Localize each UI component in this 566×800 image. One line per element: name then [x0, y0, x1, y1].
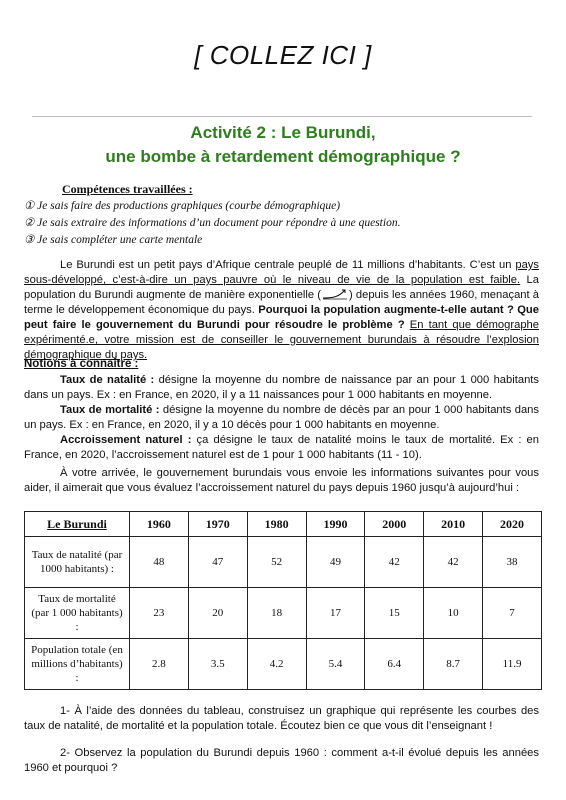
competence-item: ① Je sais faire des productions graphiques (courbe démographique) [24, 200, 341, 212]
burundi-data-table [24, 511, 542, 690]
notion-definition: ça désigne le taux de natalité moins le taux de mortalité. Ex : en France, en 2020, l’accroissement naturel est de 1 pour 1 000 habitants (11 - 10). [24, 434, 539, 461]
table-cell: 20 [188, 588, 247, 639]
competence-item: ③ Je sais compléter une carte mentale [24, 234, 203, 246]
table-header-row [25, 512, 542, 537]
year-header: 2010 [424, 512, 483, 537]
intro-definition: pays sous-développé, c’est-à-dire un pays pauvre où le niveau de vie de la population est faible. [24, 259, 539, 286]
notion-death-rate [24, 403, 539, 433]
notion-birth-rate [24, 373, 539, 403]
table-cell: 2.8 [130, 639, 189, 690]
table-cell: 3.5 [188, 639, 247, 690]
table-cell: 15 [365, 588, 424, 639]
competences-heading: Compétences travaillées : [62, 182, 193, 196]
activity-subtitle: une bombe à retardement démographique ? [105, 147, 461, 166]
table-row-death-rate [25, 588, 542, 639]
table-cell: 38 [483, 537, 542, 588]
table-cell: 5.4 [306, 639, 365, 690]
table-cell: 10 [424, 588, 483, 639]
row-label: Taux de natalité (par 1000 habitants) : [25, 537, 130, 588]
table-cell: 18 [247, 588, 306, 639]
notions-heading: Notions à connaître : [24, 358, 139, 370]
year-header: 2000 [365, 512, 424, 537]
table-cell: 48 [130, 537, 189, 588]
competence-item: ② Je sais extraire des informations d’un document pour répondre à une question. [24, 217, 401, 229]
table-row-birth-rate [25, 537, 542, 588]
question-2 [24, 746, 539, 776]
notion-definition: désigne la moyenne du nombre de décès par an pour 1 000 habitants dans un pays. Ex : en France, en 2020, il y a 10 décès pour 1 000 habitants en moyenne. [24, 404, 539, 431]
table-cell: 8.7 [424, 639, 483, 690]
mission-statement: En tant que démographe expérimenté.e, votre mission est de conseiller le gouvernement burundais à résoudre l’explosion démographique du pays. [24, 319, 539, 361]
intro-text: Le Burundi est un petit pays d’Afrique centrale peuplé de 11 millions d’habitants. C’est un [60, 259, 516, 271]
row-label: Taux de mortalité (par 1 000 habitants) : [25, 588, 130, 639]
activity-title: Activité 2 : Le Burundi, [190, 123, 376, 142]
year-header: 1970 [188, 512, 247, 537]
table-cell: 17 [306, 588, 365, 639]
intro-text: La population du Burundi augmente de manière exponentielle ( [24, 274, 539, 301]
row-label: Population totale (en millions d’habitants) : [25, 639, 130, 690]
table-cell: 6.4 [365, 639, 424, 690]
divider [32, 116, 532, 117]
table-cell: 23 [130, 588, 189, 639]
year-header: 1990 [306, 512, 365, 537]
table-cell: 7 [483, 588, 542, 639]
intro-paragraph [24, 258, 539, 363]
arrival-paragraph [24, 466, 539, 496]
question-text: 1- À l’aide des données du tableau, construisez un graphique qui représente les courbes des taux de natalité, de mortalité et la population totale. Écoutez bien ce que vous dit l’enseignant ! [24, 705, 539, 732]
table-cell: 11.9 [483, 639, 542, 690]
table-cell: 47 [188, 537, 247, 588]
table-cell: 49 [306, 537, 365, 588]
notion-term: Taux de natalité : [60, 374, 155, 386]
year-header: 1960 [130, 512, 189, 537]
table-cell: 4.2 [247, 639, 306, 690]
notion-term: Accroissement naturel : [60, 434, 192, 446]
table-cell: 42 [424, 537, 483, 588]
year-header: 2020 [483, 512, 542, 537]
table-row-population [25, 639, 542, 690]
question-text: 2- Observez la population du Burundi depuis 1960 : comment a-t-il évolué depuis les années 1960 et pourquoi ? [24, 747, 539, 774]
table-cell: 42 [365, 537, 424, 588]
question-1 [24, 704, 539, 734]
exponential-curve-icon [321, 288, 349, 300]
notion-definition: désigne la moyenne du nombre de naissance par an pour 1 000 habitants dans un pays. Ex : en France, en 2020, il y a 11 naissances pour 1 000 habitants en moyenne. [24, 374, 539, 401]
notion-term: Taux de mortalité : [60, 404, 160, 416]
arrival-text: À votre arrivée, le gouvernement burundais vous envoie les informations suivantes pour vous aider, il aimerait que vous évaluez l’accroissement naturel du pays depuis 1960 jusqu’à aujourd’hui : [24, 467, 539, 494]
intro-text: ) depuis les années 1960, menaçant à terme le développement économique du pays. [24, 289, 539, 316]
year-header: 1980 [247, 512, 306, 537]
notion-natural-increase [24, 433, 539, 463]
table-corner-label: Le Burundi [25, 512, 130, 537]
table-cell: 52 [247, 537, 306, 588]
paste-here-heading: [ COLLEZ ICI ] [194, 40, 372, 70]
problem-question: Pourquoi la population augmente-t-elle autant ? Que peut faire le gouvernement du Burundi pour résoudre le problème ? [24, 304, 539, 331]
